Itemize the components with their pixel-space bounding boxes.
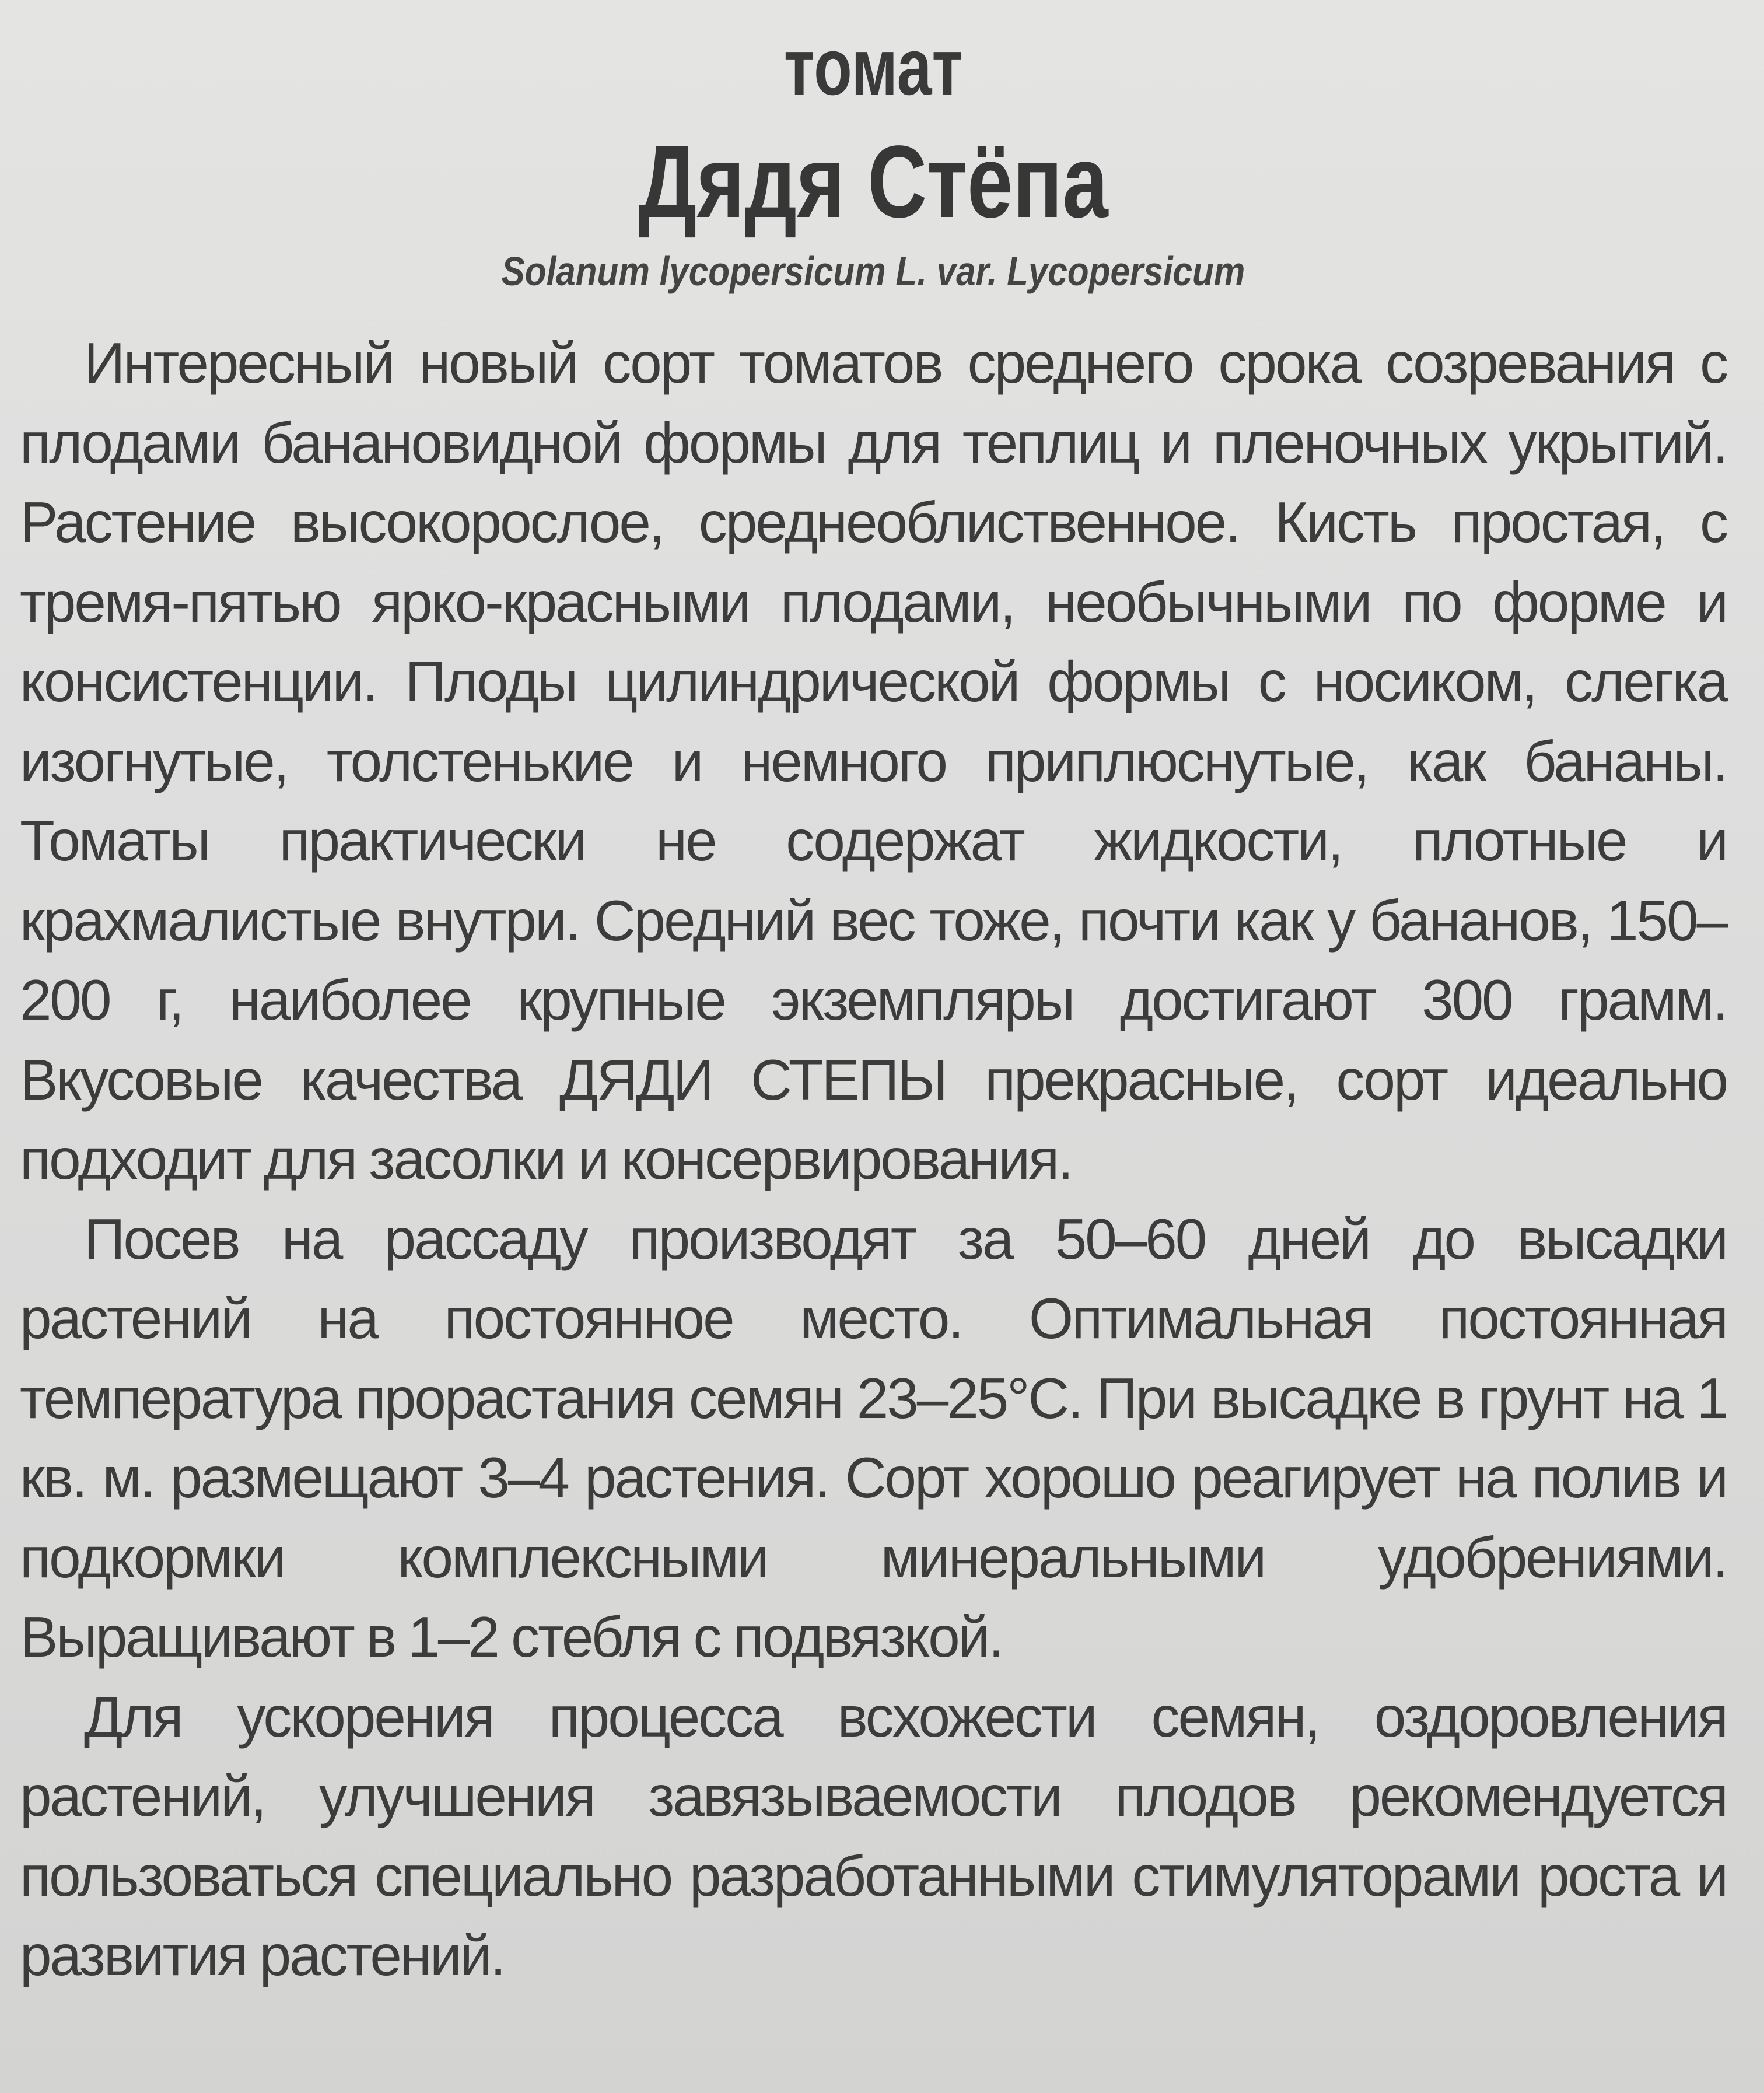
sowing-paragraph: Посев на рассаду производят за 50–60 дней до высадки растений на постоянное место. Оптимальная постоянная температура прорастания семян 23–25°С. При высадке в грунт на 1 кв. м. размещают 3–4 растения. Сорт хорошо реагирует на полив и подкормки комплексными минеральными удобрениями. Выращивают в 1–2 стебля с подвязкой. (20, 1206, 1727, 1669)
description-paragraph: Интересный новый сорт томатов среднего срока созревания с плодами банановидной формы для теплиц и пленочных укрытий. Растение высокорослое, среднеоблиственное. Кисть простая, с тремя-пятью ярко-красными плодами, необычными по форме и консистенции. Плоды цилиндрической формы с носиком, слегка изогнутые, толстенькие и немного приплюснутые, как бананы. Томаты практически не содержат жидкости, плотные и крахмалистые внутри. Средний вес тоже, почти как у бананов, 150–200 г, наиболее крупные экземпляры достигают 300 грамм. Вкусовые качества ДЯДИ СТЕПЫ прекрасные, сорт идеально подходит для засолки и консервирования. (20, 331, 1727, 1191)
product-type-heading: томат (783, 22, 963, 112)
variety-name-title: Дядя Стёпа (638, 125, 1108, 239)
description-body (20, 323, 1727, 1996)
recommendation-paragraph: Для ускорения процесса всхожести семян, оздоровления растений, улучшения завязываемости плодов рекомендуется пользоваться специально разработанными стимуляторами роста и развития растений. (20, 1684, 1727, 1987)
latin-name-subtitle: Solanum lycopersicum L. var. Lycopersicum (501, 249, 1245, 294)
